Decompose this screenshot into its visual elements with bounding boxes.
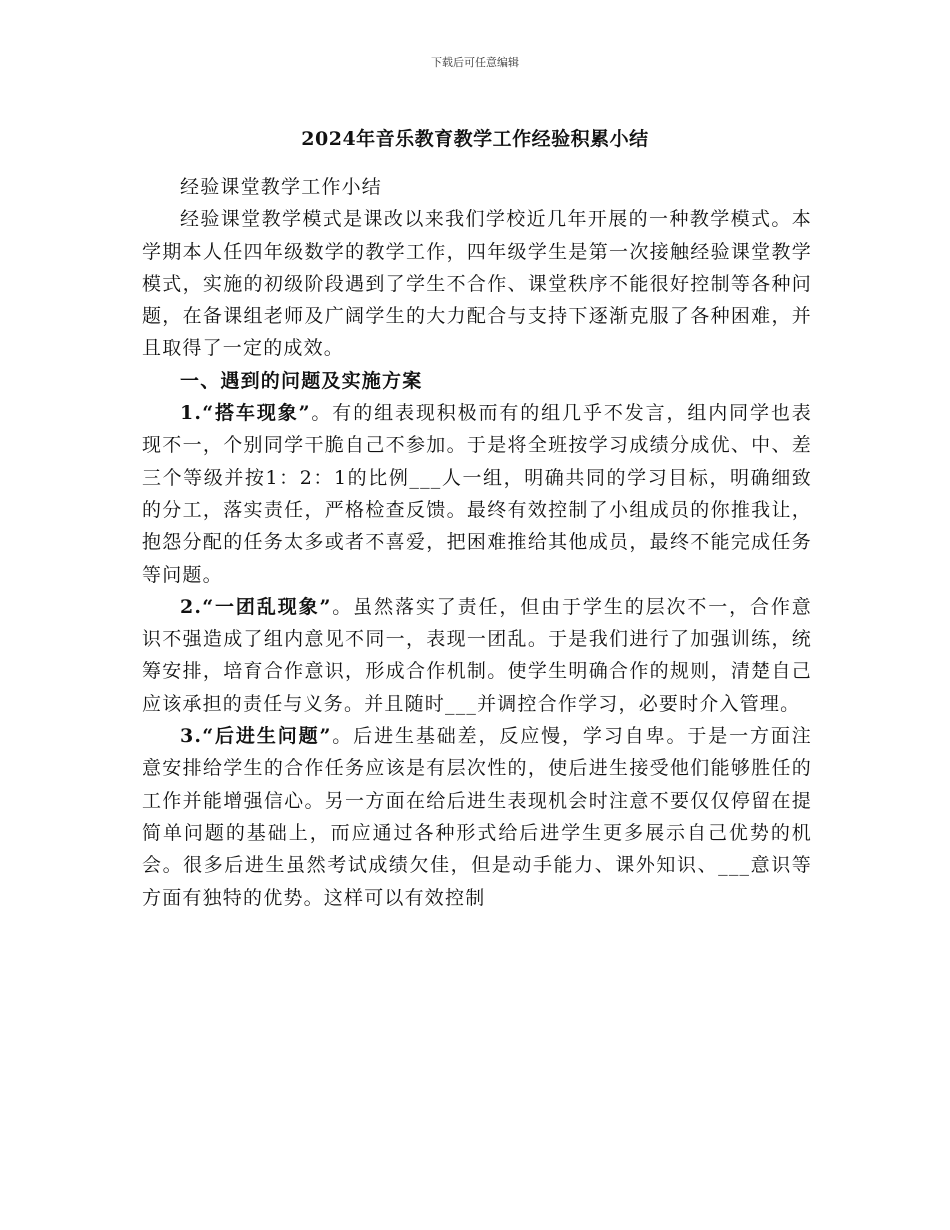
item-2-title: 2.“一团乱现象” bbox=[180, 595, 332, 618]
section-heading bbox=[142, 365, 812, 397]
section-heading-text: 一、遇到的问题及实施方案 bbox=[180, 369, 423, 392]
subtitle-paragraph: 经验课堂教学工作小结 bbox=[180, 176, 383, 198]
document-title: 2024年音乐教育教学工作经验积累小结 bbox=[301, 128, 649, 150]
item-3-paragraph bbox=[142, 720, 812, 914]
page-header-note: 下载后可任意编辑 bbox=[431, 56, 519, 69]
item-2-body: 。虽然落实了责任，但由于学生的层次不一，合作意识不强造成了组内意见不同一，表现一团乱。于是我们进行了加强训练，统筹安排，培育合作意识，形成合作机制。使学生明确合作的规则，清楚自己应该承担的责任与义务。并且随时___并调控合作学习，必要时介入管理。 bbox=[142, 595, 812, 715]
document-body bbox=[142, 171, 812, 914]
item-3-body: 。后进生基础差，反应慢，学习自卑。于是一方面注意安排给学生的合作任务应该是有层次性的，使后进生接受他们能够胜任的工作并能增强信心。另一方面在给后进生表现机会时注意不要仅仅停留在提简单问题的基础上，而应通过各种形式给后进学生更多展示自己优势的机会。很多后进生虽然考试成绩欠佳，但是动手能力、课外知识、___意识等方面有独特的优势。这样可以有效控制 bbox=[142, 725, 812, 909]
item-1-body: 。有的组表现积极而有的组几乎不发言，组内同学也表现不一，个别同学干脆自己不参加。于是将全班按学习成绩分成优、中、差三个等级并按1：2：1的比例___人一组，明确共同的学习目标，明确细致的分工，落实责任，严格检查反馈。最终有效控制了小组成员的你推我让，抱怨分配的任务太多或者不喜爱，把困难推给其他成员，最终不能完成任务等问题。 bbox=[142, 402, 812, 586]
item-3-title: 3.“后进生问题” bbox=[180, 725, 332, 748]
item-2-paragraph bbox=[142, 591, 812, 720]
intro-paragraph: 经验课堂教学模式是课改以来我们学校近几年开展的一种教学模式。本学期本人任四年级数学的教学工作，四年级学生是第一次接触经验课堂教学模式，实施的初级阶段遇到了学生不合作、课堂秩序不能很好控制等各种问题，在备课组老师及广阔学生的大力配合与支持下逐渐克服了各种困难，并且取得了一定的成效。 bbox=[142, 208, 812, 360]
item-1-paragraph bbox=[142, 397, 812, 591]
item-1-title: 1.“搭车现象” bbox=[180, 402, 311, 425]
